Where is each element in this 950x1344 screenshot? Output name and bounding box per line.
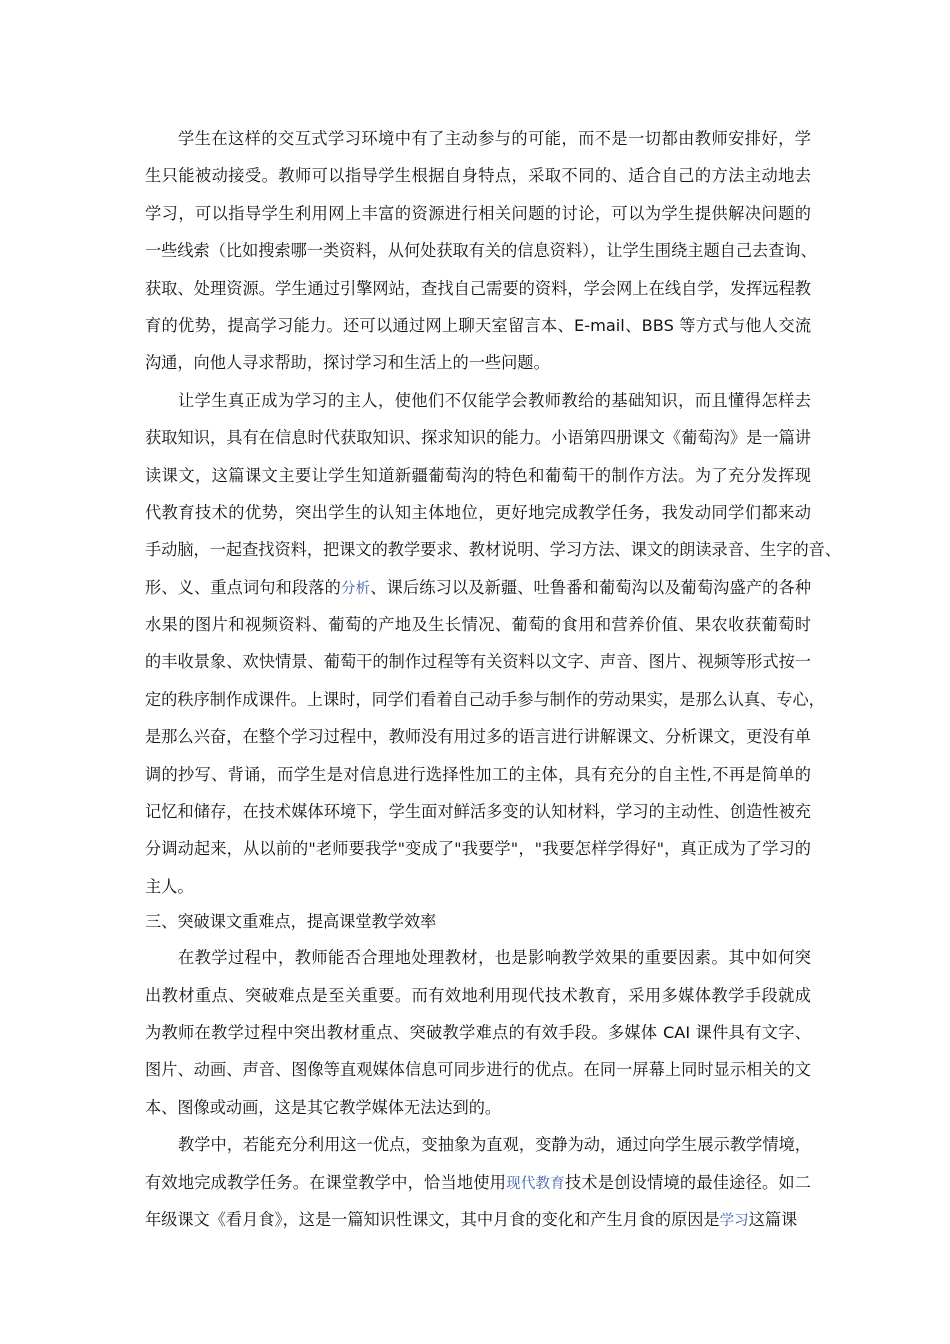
text-line (145, 382, 811, 419)
text-run: E-mail (574, 315, 625, 335)
paragraph-interactive-learning (145, 120, 817, 382)
text-line (145, 531, 842, 568)
text-line (145, 457, 811, 494)
text-line (145, 756, 811, 793)
text-run: 年级课文《看月食》，这是一篇知识性课文，其中月食的变化和产生月食的原因是 (145, 1209, 720, 1229)
text-run: 一些线索（比如搜索哪一类资料，从何处获取有关的信息资料），让学生围绕主题自己去查询、 (145, 241, 817, 261)
text-run: 获取、处理资源。学生通过引擎网站，查找自己需要的资料，学会网上在线自学，发挥远程教 (145, 278, 811, 298)
text-line (145, 195, 811, 232)
text-run: 在教学过程中，教师能否合理地处理教材，也是影响教学效果的重要因素。其中如何突 (178, 948, 811, 968)
text-line (145, 681, 825, 718)
text-run: 出教材重点、突破难点是至关重要。而有效地利用现代技术教育，采用多媒体教学手段就成 (145, 985, 811, 1005)
paragraph-teaching-situation (145, 1126, 811, 1238)
text-line (145, 977, 811, 1014)
text-line (145, 270, 811, 307)
text-run: BBS (641, 315, 674, 335)
text-line (145, 868, 811, 905)
inline-link[interactable]: 分析 (340, 580, 371, 597)
text-run: 本、图像或动画，这是其它教学媒体无法达到的。 (145, 1097, 502, 1117)
text-line (145, 157, 811, 194)
text-run: 教学中，若能充分利用这一优点，变抽象为直观，变静为动，通过向学生展示教学情境， (178, 1135, 811, 1155)
text-run: 学生在这样的交互式学习环境中有了主动参与的可能，而不是一切都由教师安排好，学 (178, 129, 811, 148)
text-line (145, 718, 811, 755)
text-run: 手动脑，一起查找资料，把课文的教学要求、教材说明、学习方法、课文的朗读录音、生字的音、 (145, 540, 842, 560)
text-run: 代教育技术的优势，突出学生的认知主体地位，更好地完成教学任务，我发动同学们都来动 (145, 502, 811, 522)
text-line (145, 793, 811, 830)
text-line (145, 344, 811, 381)
text-run: 育的优势，提高学习能力。还可以通过网上聊天室留言本、 (145, 315, 575, 335)
text-run: 水果的图片和视频资料、葡萄的产地及生长情况、葡萄的食用和营养价值、果农收获葡萄时 (145, 615, 811, 635)
text-run: 技术是创设情境的最佳途径。如二 (565, 1172, 811, 1192)
paragraph-student-master (145, 382, 842, 905)
text-line (145, 1089, 811, 1126)
text-line (145, 1051, 811, 1088)
text-run: 让学生真正成为学习的主人，使他们不仅能学会教师教给的基础知识，而且懂得怎样去 (178, 390, 811, 410)
text-line (145, 494, 811, 531)
text-run: 这篇课 (748, 1209, 798, 1229)
text-line (145, 120, 811, 157)
text-line (145, 307, 811, 344)
document-page (145, 120, 842, 1238)
text-line (145, 1126, 811, 1163)
text-line (145, 830, 811, 867)
text-run: 等方式与他人交流 (673, 315, 812, 335)
text-run: 分调动起来，从以前的"老师要我学"变成了"我要学"，"我要怎样学得好"，真正成为了学习的 (145, 839, 811, 859)
text-run: 形、义、重点词句和段落的 (145, 577, 341, 597)
text-line (145, 232, 817, 269)
text-line (145, 1164, 811, 1201)
body-text-section-2 (145, 939, 811, 1238)
text-run: 生只能被动接受。教师可以指导学生根据自身特点，采取不同的、适合自己的方法主动地去 (145, 166, 811, 186)
text-line (145, 1201, 811, 1238)
text-line (145, 939, 811, 976)
text-run: 、 (624, 315, 642, 335)
text-run: 有效地完成教学任务。在课堂教学中，恰当地使用 (145, 1172, 507, 1192)
text-run: 为教师在教学过程中突出教材重点、突破教学难点的有效手段。多媒体 (145, 1022, 663, 1042)
text-line (145, 606, 811, 643)
text-run: 调的抄写、背诵，而学生是对信息进行选择性加工的主体，具有充分的自主性,不再是简单的 (145, 764, 811, 784)
inline-link[interactable]: 学习 (719, 1212, 749, 1229)
text-run: 主人。 (145, 876, 194, 896)
text-run: 定的秩序制作成课件。上课时，同学们看着自己动手参与制作的劳动果实，是那么认真、专心， (145, 689, 825, 709)
paragraph-key-difficulties (145, 939, 811, 1126)
text-run: 读课文，这篇课文主要让学生知道新疆葡萄沟的特色和葡萄干的制作方法。为了充分发挥现 (145, 465, 811, 485)
text-line (145, 569, 811, 606)
text-line (145, 1014, 811, 1051)
text-run: 的丰收景象、欢快情景、葡萄干的制作过程等有关资料以文字、声音、图片、视频等形式按一 (145, 652, 811, 672)
text-run: CAI (662, 1022, 691, 1042)
text-run: 沟通，向他人寻求帮助，探讨学习和生活上的一些问题。 (145, 353, 550, 373)
text-line (145, 643, 811, 680)
text-run: 是那么兴奋，在整个学习过程中，教师没有用过多的语言进行讲解课文、分析课文，更没有单 (145, 727, 811, 747)
body-text-section-1 (145, 120, 842, 905)
text-run: 图片、动画、声音、图像等直观媒体信息可同步进行的优点。在同一屏幕上同时显示相关的文 (145, 1060, 811, 1080)
text-run: 学习，可以指导学生利用网上丰富的资源进行相关问题的讨论，可以为学生提供解决问题的 (145, 203, 811, 223)
text-run: 课件具有文字、 (690, 1022, 811, 1042)
inline-link[interactable]: 现代教育 (506, 1175, 566, 1192)
text-run: 、课后练习以及新疆、吐鲁番和葡萄沟以及葡萄沟盛产的各种 (370, 577, 812, 597)
text-run: 记忆和储存，在技术媒体环境下，学生面对鲜活多变的认知材料，学习的主动性、创造性被充 (145, 802, 811, 822)
section-heading: 三、突破课文重难点，提高课堂教学效率 (145, 912, 437, 932)
text-line (145, 419, 811, 456)
text-run: 获取知识，具有在信息时代获取知识、探求知识的能力。小语第四册课文《葡萄沟》是一篇讲 (145, 428, 811, 448)
